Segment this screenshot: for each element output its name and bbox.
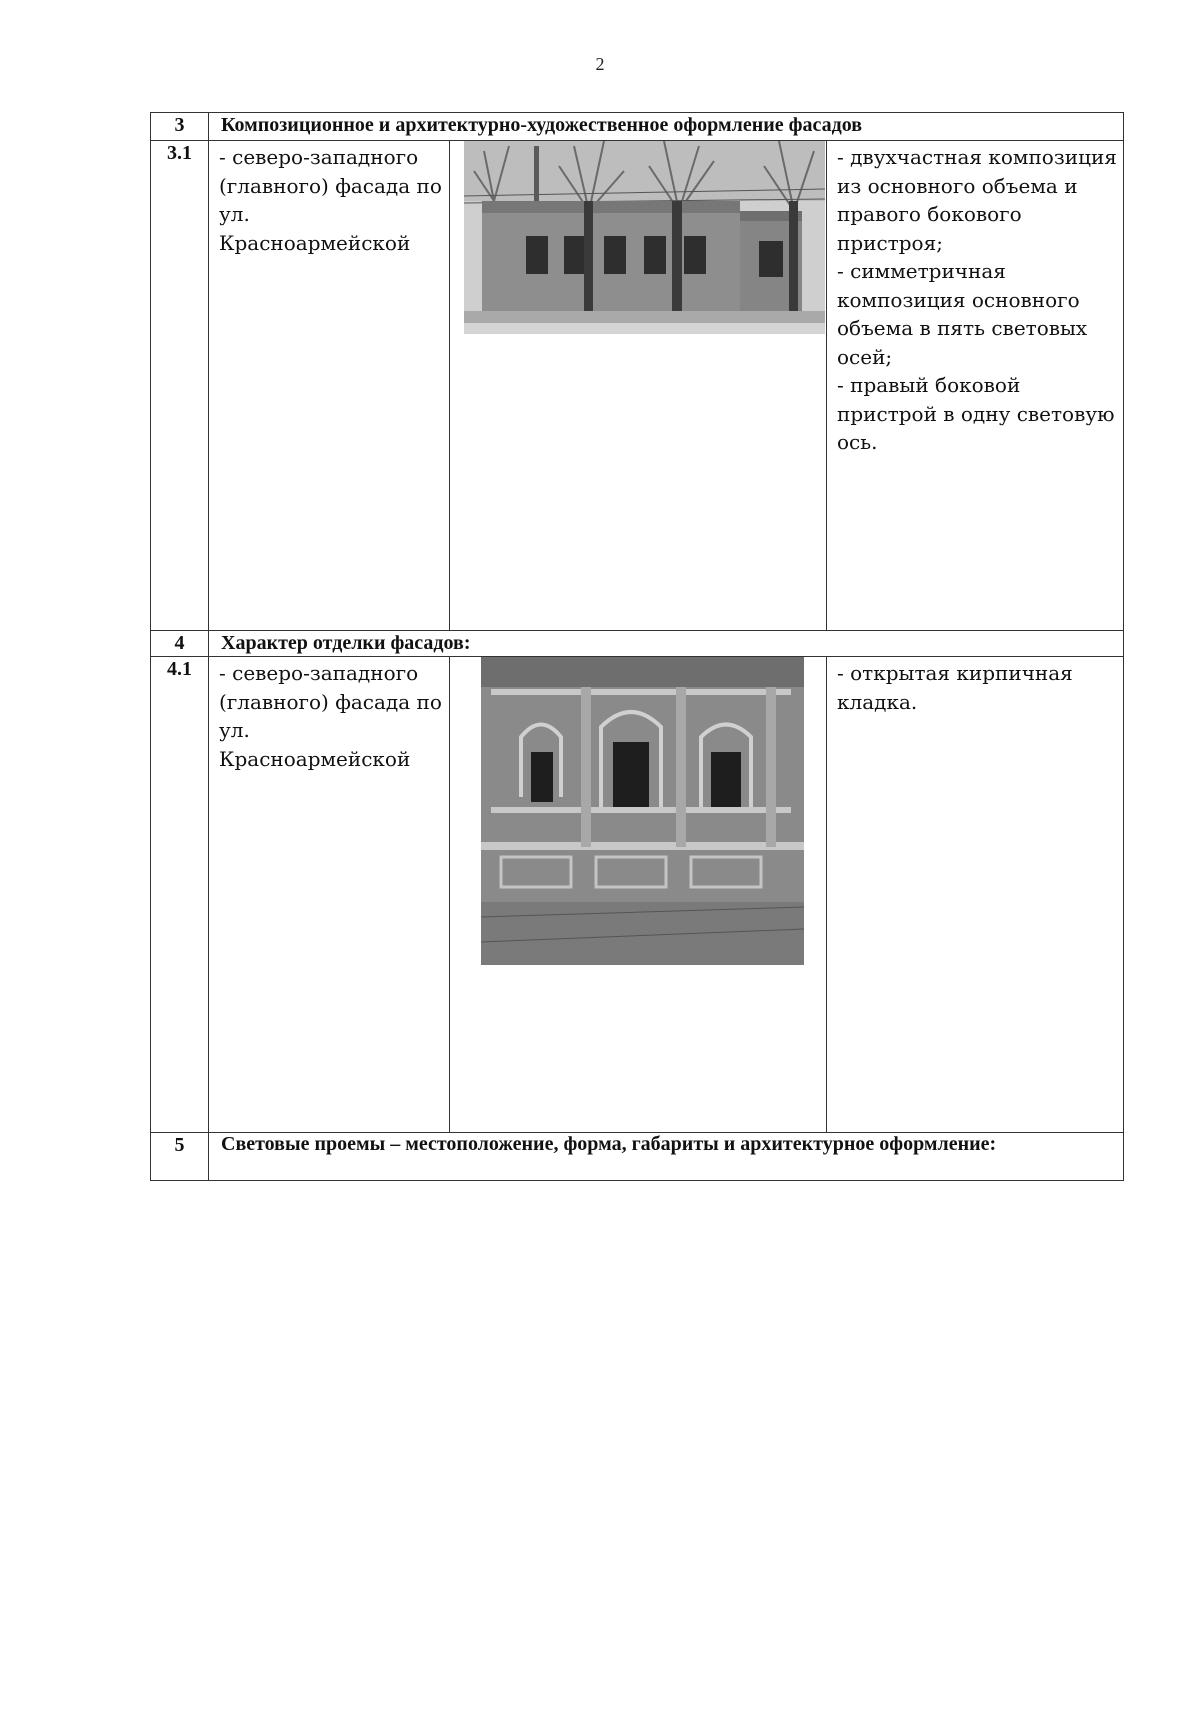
item-description: - открытая кирпичная кладка. — [827, 657, 1124, 1133]
item-subject: - северо-западного (главного) фасада по ул. Красноармейской — [209, 657, 450, 1133]
section-number: 3 — [151, 113, 209, 141]
item-row-3-1 — [151, 141, 1124, 631]
facade-table — [150, 112, 1124, 1181]
brick-facade-detail-photo-icon — [481, 657, 804, 965]
item-photo-cell — [450, 141, 827, 631]
section-title: Композиционное и архитектурно-художественное оформление фасадов — [209, 113, 1124, 141]
item-photo-cell — [450, 657, 827, 1133]
section-row-5 — [151, 1133, 1124, 1181]
item-description: - двухчастная композиция из основного объема и правого бокового пристроя; - симметричная композиция основного объема в пять световых осей; - правый боковой пристрой в одну световую ось. — [827, 141, 1124, 631]
section-row-3 — [151, 113, 1124, 141]
item-number: 4.1 — [151, 657, 209, 1133]
section-title: Световые проемы – местоположение, форма, габариты и архитектурное оформление: — [209, 1133, 1124, 1181]
building-facade-photo-icon — [464, 141, 825, 334]
page-number: 2 — [595, 54, 605, 74]
section-title: Характер отделки фасадов: — [209, 631, 1124, 657]
section-row-4 — [151, 631, 1124, 657]
section-number: 5 — [151, 1133, 209, 1181]
item-number: 3.1 — [151, 141, 209, 631]
item-subject: - северо-западного (главного) фасада по ул. Красноармейской — [209, 141, 450, 631]
section-number: 4 — [151, 631, 209, 657]
item-row-4-1 — [151, 657, 1124, 1133]
